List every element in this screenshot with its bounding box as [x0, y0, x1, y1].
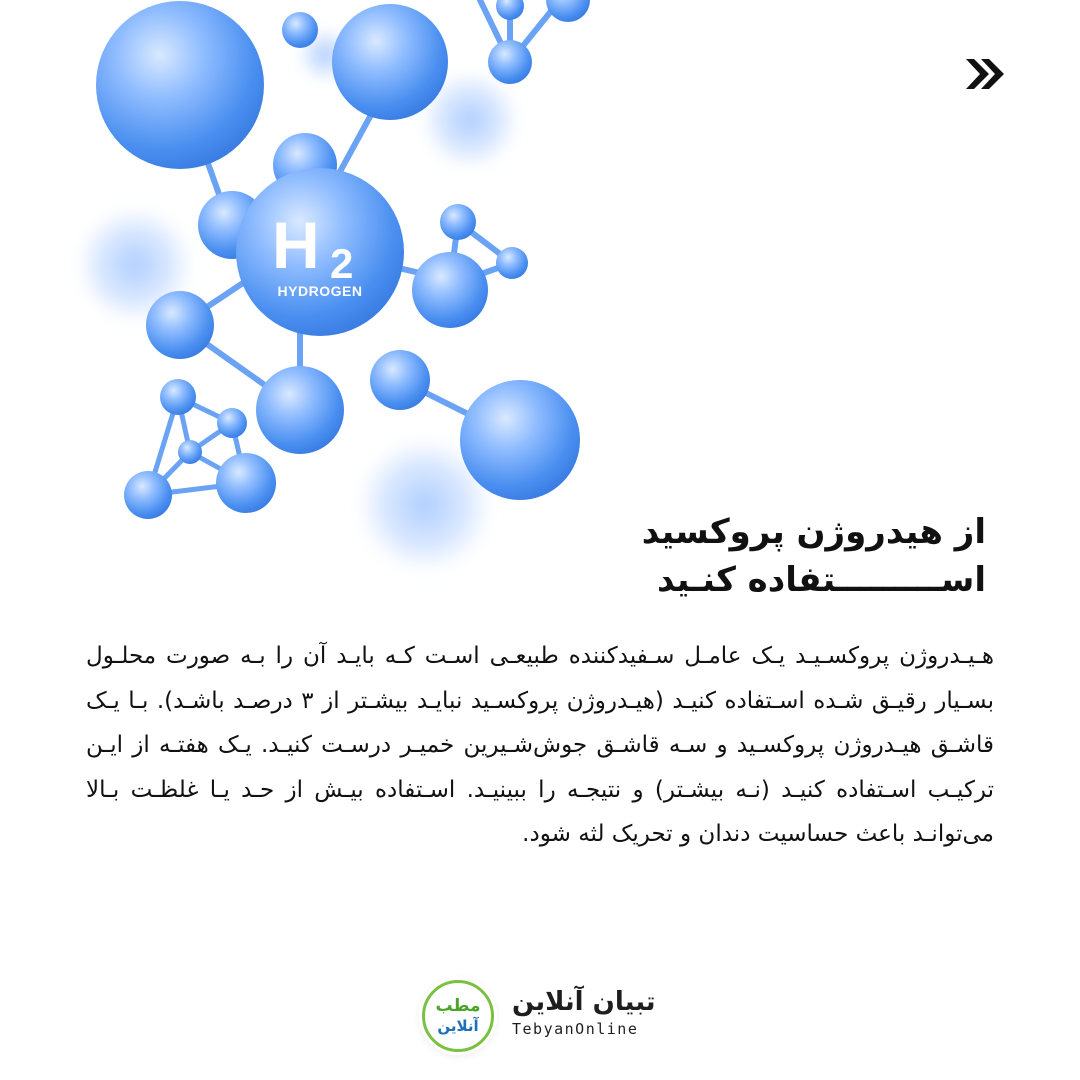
title-line-2: اســـــــــتفاده کنـید — [657, 560, 986, 600]
h2-symbol: H — [272, 208, 320, 282]
hydrogen-sphere — [236, 168, 404, 336]
badge-line-2: آنلاین — [437, 1017, 479, 1035]
page-title — [466, 508, 986, 604]
body-paragraph: هـیـدروژن پروکسـیـد یـک عامـل سـفیدکننده طبیعـی اسـت کـه بایـد آن را بـه صورت محلـول بسـیار رقیـق شـده اسـتفاده کنیـد (هیـدروژن پروکسـید نبایـد بیشـتر از ۳ درصـد باشـد). بـا یـک قاشـق هیـدروژن پروکسـید و سـه قاشـق جوش‌شـیرین خمیـر درسـت کنیـد. یـک هفتـه از ایـن ترکیـب اسـتفاده کنیـد (نـه بیشـتر) و نتیجـه را ببینیـد. اسـتفاده بیـش از حـد یـا غلظـت بـالا می‌توانـد باعث حساسیت دندان و تحریک لثه شود. — [86, 643, 994, 847]
matab-online-logo — [422, 980, 494, 1052]
tebyan-online-logo — [512, 986, 662, 1040]
h2-subscript: 2 — [330, 240, 354, 287]
brand-name-fa: تبیان آنلاین — [512, 987, 656, 1017]
title-line-1: از هیدروژن پروکسید — [641, 512, 986, 552]
brand-name-en: TebyanOnline — [512, 1020, 639, 1038]
double-chevron-right-icon[interactable] — [962, 56, 1006, 92]
badge-line-1: مطب — [435, 996, 481, 1016]
footer — [0, 974, 1080, 1060]
hydrogen-caption: HYDROGEN — [277, 283, 363, 299]
